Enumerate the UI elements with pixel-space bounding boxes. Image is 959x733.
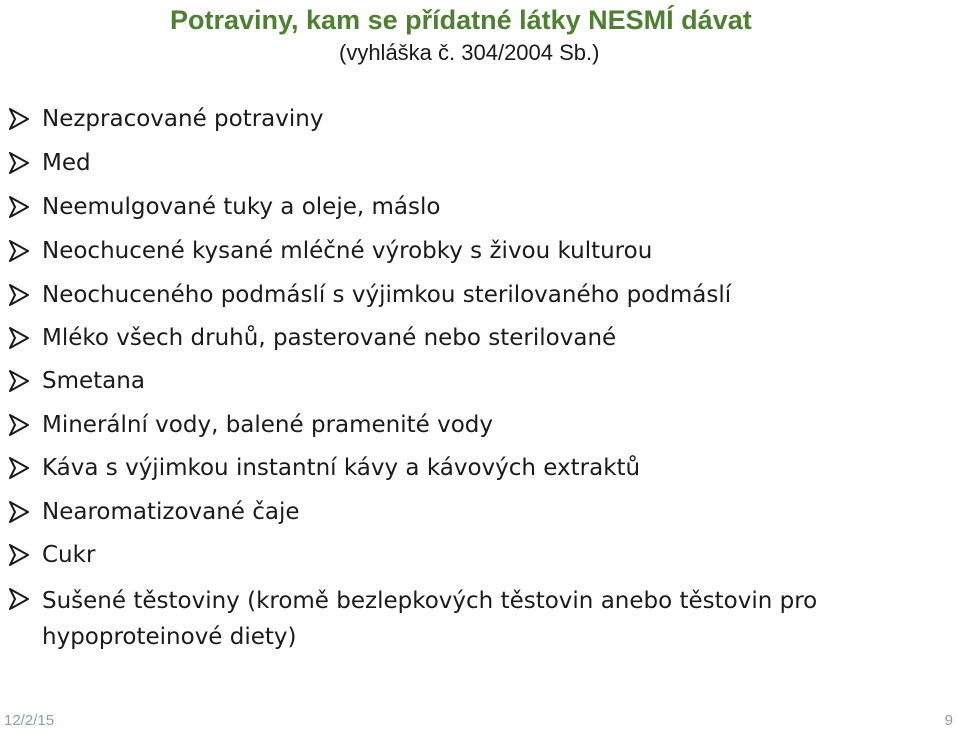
arrowhead-icon xyxy=(8,365,30,397)
list-item-text: Neochuceného podmáslí s výjimkou sterilovaného podmáslí xyxy=(42,282,732,308)
list-item-text: Med xyxy=(42,150,91,176)
list-item-text: Káva s výjimkou instantní kávy a kávových extraktů xyxy=(42,455,641,481)
list-item-text: Nezpracované potraviny xyxy=(42,106,324,132)
arrowhead-icon xyxy=(8,279,30,311)
list-item xyxy=(8,409,928,453)
arrowhead-icon xyxy=(8,103,30,135)
slide-subtitle: (vyhláška č. 304/2004 Sb.) xyxy=(339,40,600,65)
page-number: 9 xyxy=(944,712,953,729)
list-item xyxy=(8,103,928,147)
arrowhead-icon xyxy=(8,583,30,615)
arrowhead-icon xyxy=(8,539,30,571)
list-item-text: Nearomatizované čaje xyxy=(42,499,300,525)
footer-date: 12/2/15 xyxy=(4,712,55,729)
list-item-text: Neochucené kysané mléčné výrobky s živou kulturou xyxy=(42,238,653,264)
arrowhead-icon xyxy=(8,191,30,223)
arrowhead-icon xyxy=(8,496,30,528)
arrowhead-icon xyxy=(8,147,30,179)
list-item xyxy=(8,452,928,496)
list-item xyxy=(8,279,928,323)
arrowhead-icon xyxy=(8,452,30,484)
list-item xyxy=(8,365,928,409)
list-item-text: Sušené těstoviny (kromě bezlepkových těstovin anebo těstovin pro hypoproteinové diety) xyxy=(42,588,818,650)
list-item xyxy=(8,496,928,540)
arrowhead-icon xyxy=(8,322,30,354)
list-item xyxy=(8,539,928,583)
list-item xyxy=(8,235,928,279)
list-item-text: Neemulgované tuky a oleje, máslo xyxy=(42,194,441,220)
list-item xyxy=(8,191,928,235)
slide-title: Potraviny, kam se přídatné látky NESMÍ dávat xyxy=(170,5,752,35)
list-item xyxy=(8,583,928,663)
arrowhead-icon xyxy=(8,235,30,267)
arrowhead-icon xyxy=(8,409,30,441)
list-item-text: Minerální vody, balené pramenité vody xyxy=(42,412,494,438)
list-item xyxy=(8,147,928,191)
list-item xyxy=(8,322,928,366)
list-item-text: Smetana xyxy=(42,368,145,394)
list-item-text: Mléko všech druhů, pasterované nebo sterilované xyxy=(42,325,617,351)
list-item-text: Cukr xyxy=(42,542,96,568)
